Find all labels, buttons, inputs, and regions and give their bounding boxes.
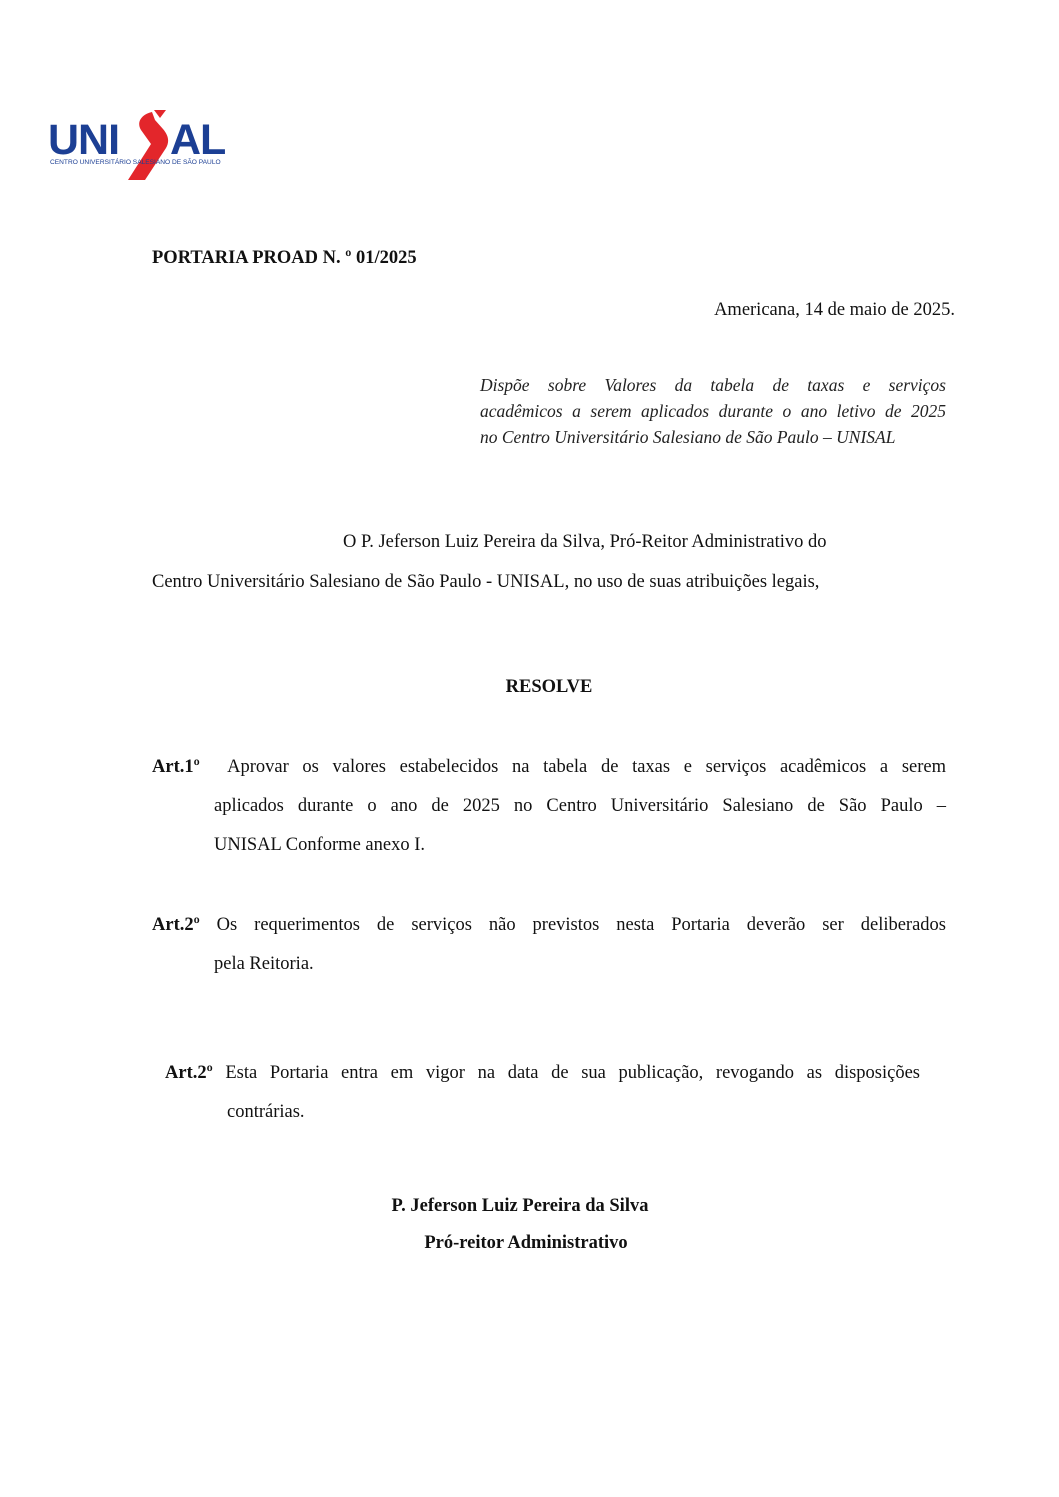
article-text: Os requerimentos de serviços não previstos nesta Portaria deverão ser deliberados: [216, 915, 947, 935]
intro-line-2: Centro Universitário Salesiano de São Paulo - UNISAL, no uso de suas atribuições legais,: [152, 572, 820, 592]
ementa-line: no Centro Universitário Salesiano de São Paulo – UNISAL: [480, 427, 896, 447]
article-line: [152, 748, 946, 787]
article-line: pela Reitoria.: [214, 954, 314, 974]
article-label: Art.2º: [165, 1063, 213, 1083]
article-line: [152, 906, 946, 945]
article-2: [152, 906, 946, 984]
document-date: Americana, 14 de maio de 2025.: [714, 300, 955, 320]
article-line: aplicados durante o ano de 2025 no Centro Universitário Salesiano de São Paulo –: [214, 796, 946, 816]
unisal-logo-graphic: [48, 108, 230, 184]
ementa: [480, 372, 946, 450]
article-line: UNISAL Conforme anexo I.: [214, 835, 425, 855]
article-line: [165, 1054, 920, 1093]
svg-text:UNI: UNI: [48, 116, 120, 164]
article-label: Art.1º: [152, 757, 200, 777]
intro-line-1: O P. Jeferson Luiz Pereira da Silva, Pró-Reitor Administrativo do: [343, 532, 827, 552]
article-label: Art.2º: [152, 915, 200, 935]
article-text: Esta Portaria entra em vigor na data de sua publicação, revogando as disposições: [225, 1063, 920, 1083]
ementa-line: acadêmicos a serem aplicados durante o ano letivo de 2025: [480, 401, 946, 421]
ementa-line: Dispõe sobre Valores da tabela de taxas e serviços: [480, 375, 946, 395]
document-title: PORTARIA PROAD N. º 01/2025: [152, 248, 417, 268]
article-text: Aprovar os valores estabelecidos na tabela de taxas e serviços acadêmicos a serem: [227, 757, 947, 777]
svg-text:AL: AL: [170, 116, 226, 164]
article-line: contrárias.: [227, 1102, 305, 1122]
article-3: [165, 1054, 920, 1132]
resolve-heading: RESOLVE: [505, 677, 593, 697]
article-1: [152, 748, 946, 865]
unisal-logo: [48, 108, 230, 184]
signature-name: P. Jeferson Luiz Pereira da Silva: [391, 1196, 649, 1216]
signature-role: Pró-reitor Administrativo: [424, 1233, 628, 1253]
logo-subtitle: CENTRO UNIVERSITÁRIO SALESIANO DE SÃO PAULO: [50, 159, 221, 166]
